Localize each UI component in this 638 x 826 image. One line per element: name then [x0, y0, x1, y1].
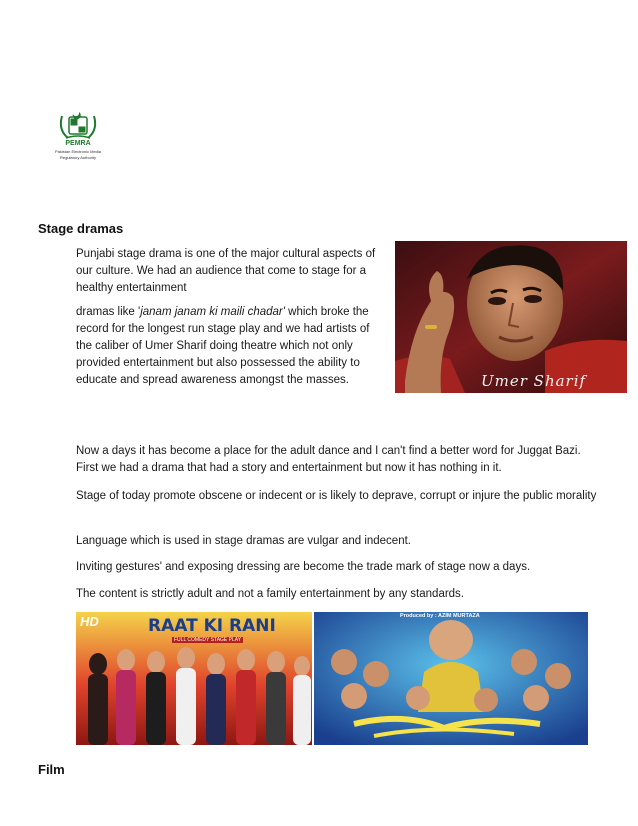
umer-sharif-photo [395, 241, 627, 393]
poster-title: RAAT KI RANI [148, 616, 276, 636]
paragraph-7: The content is strictly adult and not a family entertainment by any standards. [76, 588, 465, 600]
section-heading-film: Film [38, 762, 65, 777]
poster-husn-hazir-hai [314, 612, 588, 745]
logo-name: PEMRA [65, 140, 91, 147]
paragraph-5: Language which is used in stage dramas are vulgar and indecent. [76, 535, 411, 547]
paragraph-6: Inviting gestures' and exposing dressing are become the trade mark of stage now a days. [76, 561, 531, 573]
paragraph-2: dramas like 'janam janam ki maili chadar' which broke the record for the longest run stage play and we had artists of the caliber of Umer Sharif doing theatre which not only provided entertainment but also possessed the ability to educate and spread awareness amongst the masses. [76, 306, 370, 386]
section-heading-stage-dramas: Stage dramas [38, 221, 124, 236]
stage-posters [76, 612, 588, 745]
poster-producer: Produced by : AZIM MURTAZA [400, 613, 480, 619]
pemra-emblem-icon [40, 108, 116, 142]
drama-title: janam janam ki maili chadar' [140, 306, 285, 318]
pemra-logo [40, 108, 116, 164]
poster-hd-badge: HD [80, 614, 99, 629]
paragraph-1: Punjabi stage drama is one of the major cultural aspects of our culture. We had an audience that come to stage for a healthy entertainment [76, 248, 376, 294]
photo-caption: Umer Sharif [481, 372, 587, 390]
paragraph-4: Stage of today promote obscene or indecent or is likely to deprave, corrupt or injure the public morality [76, 490, 597, 502]
poster-raat-ki-rani [76, 612, 312, 745]
paragraph-3: Now a days it has become a place for the adult dance and I can't find a better word for Juggat Bazi. First we had a drama that had a story and entertainment but now it has nothing in it. [76, 445, 581, 474]
poster-subtitle: FULL COMEDY STAGE PLAY [174, 637, 242, 643]
logo-line2: Regulatory Authority [59, 155, 97, 160]
logo-line1: Pakistan Electronic Media [54, 149, 102, 154]
